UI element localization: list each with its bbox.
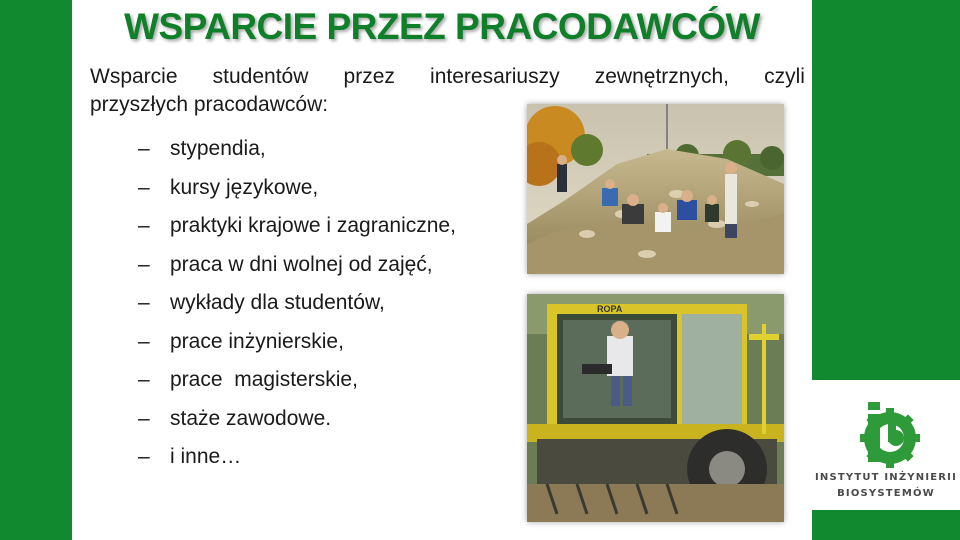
svg-text:ROPA: ROPA (597, 304, 623, 314)
list-item (138, 443, 456, 482)
list-item (138, 289, 456, 328)
intro-word: przez (343, 65, 395, 88)
slide-title: WSPARCIE PRZEZ PRACODAWCÓW (124, 6, 760, 47)
bullet-list (138, 135, 456, 482)
dash-bullet: – (138, 406, 150, 430)
list-item (138, 328, 456, 367)
list-item (138, 135, 456, 174)
list-item (138, 174, 456, 213)
list-item (138, 212, 456, 251)
list-item (138, 366, 456, 405)
dash-bullet: – (138, 252, 150, 276)
intro-word: studentów (212, 65, 309, 88)
list-item-text: i inne… (170, 445, 242, 468)
dash-bullet: – (138, 445, 150, 468)
logo-text-line-1: INSTYTUT INŻYNIERII (814, 472, 958, 483)
list-item-text: staże zawodowe. (170, 406, 332, 430)
list-item (138, 251, 456, 290)
intro-word: interesariuszy (430, 65, 560, 88)
intro-word: czyli (764, 65, 805, 88)
logo-text-line-2: BIOSYSTEMÓW (837, 488, 935, 499)
dash-bullet: – (138, 368, 150, 391)
list-item-text: praca w dni wolnej od zajęć, (170, 252, 433, 276)
list-item-text: wykłady dla studentów, (170, 291, 385, 314)
students-on-beet-pile-photo (527, 104, 784, 274)
list-item-text: prace inżynierskie, (170, 329, 344, 353)
list-item-text: stypendia, (170, 137, 266, 160)
list-item-text: prace magisterskie, (170, 368, 358, 391)
dash-bullet: – (138, 137, 150, 160)
list-item (138, 405, 456, 444)
photo2-illustration (527, 294, 784, 522)
dash-bullet: – (138, 329, 150, 353)
photo1-illustration (527, 104, 784, 274)
intro-line-1 (90, 63, 805, 91)
list-item-text: kursy językowe, (170, 175, 319, 199)
intro-word: Wsparcie (90, 65, 178, 88)
intro-word: zewnętrznych, (594, 65, 729, 88)
dash-bullet: – (138, 175, 150, 199)
dash-bullet: – (138, 291, 150, 314)
dash-bullet: – (138, 214, 150, 237)
beet-harvester-cab-photo (527, 294, 784, 522)
intro-line-2: przyszłych pracodawców: (90, 93, 329, 116)
list-item-text: praktyki krajowe i zagraniczne, (170, 214, 456, 237)
left-green-bar (0, 0, 72, 540)
gear-ib-logo-icon (812, 392, 960, 472)
